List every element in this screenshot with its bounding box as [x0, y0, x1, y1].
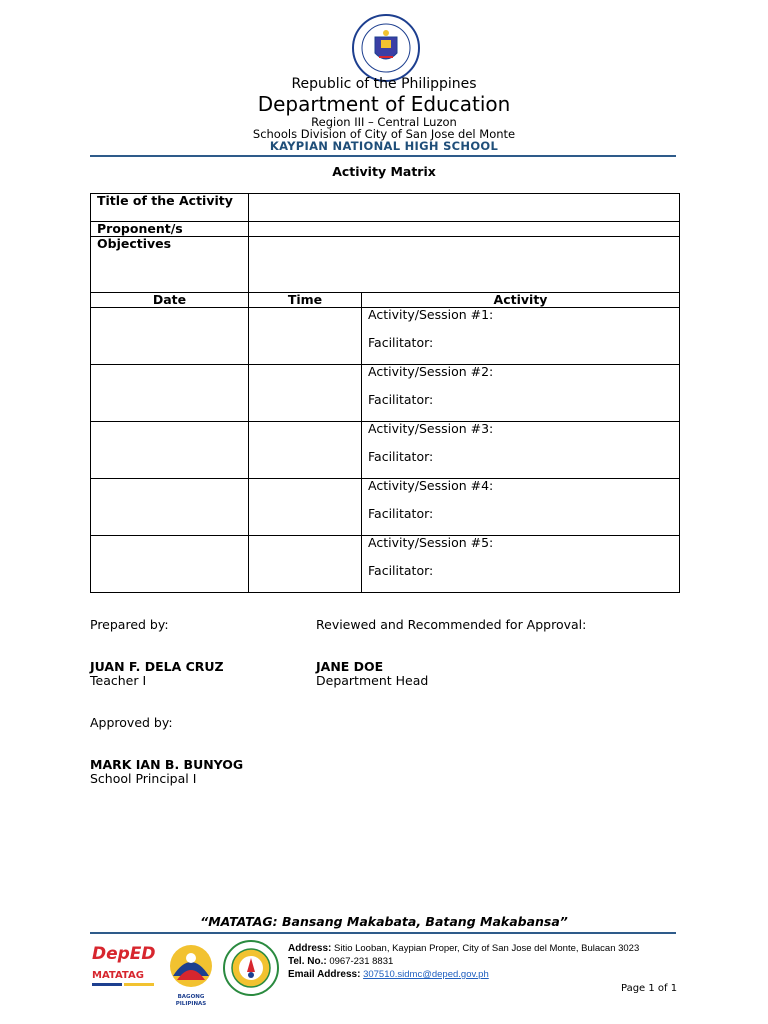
motto: “MATATAG: Bansang Makabata, Batang Makabansa” [200, 914, 568, 929]
date-cell[interactable] [91, 479, 249, 536]
facilitator-label: Facilitator: [368, 335, 434, 350]
proponent-label: Proponent/s [91, 222, 249, 237]
tel-label: Tel. No.: [288, 956, 327, 967]
bagong-pilipinas-logo [163, 942, 219, 1007]
session-label: Activity/Session #1: [368, 307, 494, 322]
school-name: KAYPIAN NATIONAL HIGH SCHOOL [269, 139, 499, 153]
objectives-row [91, 237, 680, 293]
date-cell[interactable] [91, 308, 249, 365]
footer-contact [288, 942, 639, 981]
activity-cell[interactable] [362, 422, 680, 479]
document-title: Activity Matrix [332, 164, 436, 179]
date-cell[interactable] [91, 536, 249, 593]
page-number: Page 1 of 1 [621, 983, 678, 994]
title-row [91, 194, 680, 222]
reviewer-position: Department Head [316, 673, 429, 688]
preparer-name: JUAN F. DELA CRUZ [90, 659, 224, 674]
email-link[interactable]: 307510.sidmc@deped.gov.ph [363, 969, 489, 980]
objectives-label: Objectives [91, 237, 249, 293]
title-value-cell[interactable] [249, 194, 680, 222]
footer-divider [90, 932, 676, 934]
deped-matatag-logo [92, 944, 158, 994]
division-heading: Schools Division of City of San Jose del Monte [252, 127, 516, 141]
activity-cell[interactable] [362, 365, 680, 422]
session-row-3 [91, 422, 680, 479]
session-label: Activity/Session #4: [368, 478, 494, 493]
activity-cell[interactable] [362, 308, 680, 365]
bagong-pilipinas-icon [163, 942, 219, 990]
approver-name: MARK IAN B. BUNYOG [90, 757, 244, 772]
column-header-date: Date [91, 293, 249, 308]
approved-by-label: Approved by: [90, 715, 173, 730]
session-row-2 [91, 365, 680, 422]
date-cell[interactable] [91, 365, 249, 422]
republic-heading: Republic of the Philippines [291, 76, 477, 92]
bagong-pilipinas-text: BAGONG PILIPINAS [175, 994, 207, 1007]
session-row-5 [91, 536, 680, 593]
session-row-1 [91, 308, 680, 365]
header-divider [90, 155, 676, 157]
address-line [288, 942, 639, 955]
time-cell[interactable] [249, 365, 362, 422]
facilitator-label: Facilitator: [368, 506, 434, 521]
email-label: Email Address: [288, 969, 361, 980]
activity-cell[interactable] [362, 536, 680, 593]
department-heading: Department of Education [257, 92, 511, 116]
time-cell[interactable] [249, 422, 362, 479]
deped-seal-logo [351, 13, 421, 83]
proponent-row [91, 222, 680, 237]
column-header-time: Time [249, 293, 362, 308]
session-row-4 [91, 479, 680, 536]
matatag-underline-icon [92, 982, 158, 988]
proponent-value-cell[interactable] [249, 222, 680, 237]
activity-cell[interactable] [362, 479, 680, 536]
approver-position: School Principal I [90, 771, 197, 786]
school-seal-logo [220, 939, 282, 997]
facilitator-label: Facilitator: [368, 392, 434, 407]
deped-logo-text: DepED [92, 944, 156, 964]
objectives-value-cell[interactable] [249, 237, 680, 293]
time-cell[interactable] [249, 308, 362, 365]
session-label: Activity/Session #2: [368, 364, 494, 379]
reviewed-by-label: Reviewed and Recommended for Approval: [316, 617, 587, 632]
address-value: Sitio Looban, Kaypian Proper, City of San Jose del Monte, Bulacan 3023 [334, 943, 640, 954]
facilitator-label: Facilitator: [368, 449, 434, 464]
prepared-by-label: Prepared by: [90, 617, 169, 632]
session-label: Activity/Session #5: [368, 535, 494, 550]
matatag-logo-text: MATATAG [92, 970, 144, 981]
activity-matrix-table [90, 193, 680, 593]
time-cell[interactable] [249, 479, 362, 536]
title-label: Title of the Activity [91, 194, 249, 222]
reviewer-name: JANE DOE [316, 659, 384, 674]
tel-value: 0967-231 8831 [329, 956, 394, 967]
preparer-position: Teacher I [90, 673, 147, 688]
time-cell[interactable] [249, 536, 362, 593]
email-line [288, 968, 639, 981]
address-label: Address: [288, 943, 332, 954]
column-header-activity: Activity [362, 293, 680, 308]
facilitator-label: Facilitator: [368, 563, 434, 578]
session-label: Activity/Session #3: [368, 421, 494, 436]
date-cell[interactable] [91, 422, 249, 479]
region-heading: Region III – Central Luzon [311, 115, 457, 129]
tel-line [288, 955, 639, 968]
column-header-row [91, 293, 680, 308]
